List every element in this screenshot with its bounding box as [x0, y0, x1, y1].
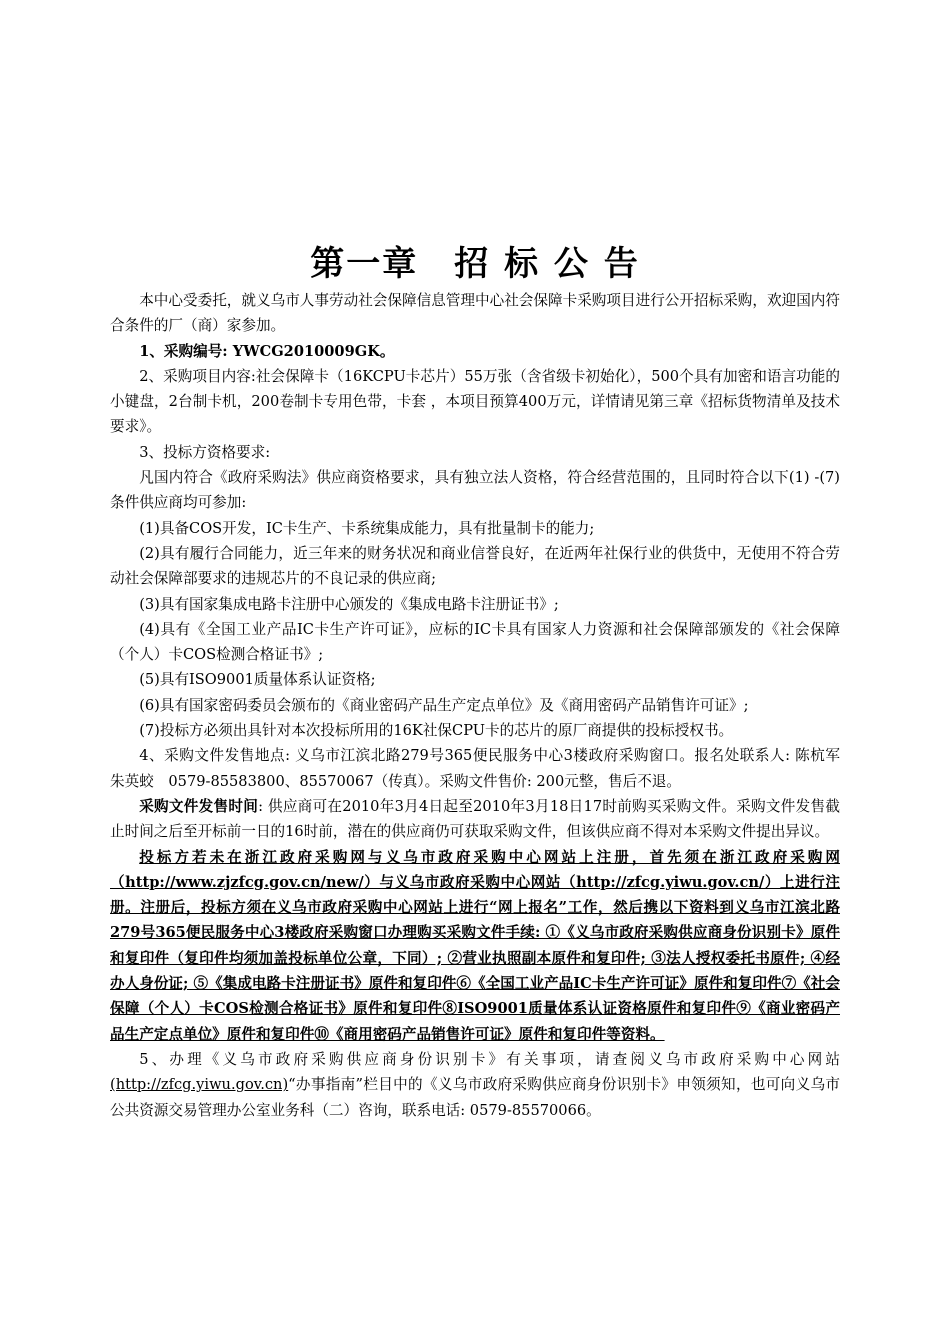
intro-paragraph: 本中心受委托，就义乌市人事劳动社会保障信息管理中心社会保障卡采购项目进行公开招标采购，欢迎国内符合条件的厂（商）家参加。 [110, 292, 840, 335]
requirement-1: (1)具备COS开发，IC卡生产、卡系统集成能力，具有批量制卡的能力; [139, 519, 595, 537]
sale-time-label: 采购文件发售时间 [139, 797, 259, 815]
requirement-2: (2)具有履行合同能力，近三年来的财务状况和商业信誉良好，在近两年社保行业的供货中，无使用不符合劳动社会保障部要求的违规芯片的不良记录的供应商; [110, 544, 840, 588]
chapter-title: 第一章 招 标 公 告 [310, 244, 640, 284]
registration-notice: 投标方若未在浙江政府采购网与义乌市政府采购中心网站上注册，首先须在浙江政府采购网（http://www.zjzfcg.gov.cn/new/）与义乌市政府采购中心网站（http://zfcg.yiwu.gov.cn/）上进行注册。注册后，投标方须在义乌市政府采购中心网站上进行“网上报名”工作，然后携以下资料到义乌市江滨北路279号365便民服务中心3楼政府采购窗口办理购买采购文件手续: ①《义乌市政府采购供应商身份识别卡》原件和复印件（复印件均须加盖投标单位公章，下同）; ②营业执照副本原件和复印件; ③法人授权委托书原件; ④经办人身份证; ⑤《集成电路卡注册证书》原件和复印件⑥《全国工业产品IC卡生产许可证》原件和复印件⑦《社会保障（个人）卡COS检测合格证书》原件和复印件⑧ISO9001质量体系认证资格原件和复印件⑨《商业密码产品生产定点单位》原件和复印件⑩《商用密码产品销售许可证》原件和复印件等资料。 [110, 848, 840, 1043]
sale-location: 4、采购文件发售地点: 义乌市江滨北路279号365便民服务中心3楼政府采购窗口。报名处联系人: 陈杭军 朱英蛟 0579-85583800、85570067（传真）。采购文件售价: 200元整，售后不退。 [110, 747, 855, 790]
id-card-text-start: 5、办理《义乌市政府采购供应商身份识别卡》有关事项，请查阅义乌市政府采购中心网站 [139, 1050, 840, 1068]
qualification-intro: 凡国内符合《政府采购法》供应商资格要求，具有独立法人资格，符合经营范围的，且同时符合以下(1) -(7)条件供应商均可参加: [110, 469, 840, 512]
sale-time-paragraph [110, 794, 840, 845]
requirement-4: (4)具有《全国工业产品IC卡生产许可证》，应标的IC卡具有国家人力资源和社会保障部颁发的《社会保障（个人）卡COS检测合格证书》; [110, 620, 840, 664]
requirement-3: (3)具有国家集成电路卡注册中心颁发的《集成电路卡注册证书》; [139, 595, 559, 613]
document-body [110, 288, 855, 1123]
sale-time-text: : 供应商可在2010年3月4日起至2010年3月18日17时前购买采购文件。采购文件发售截止时间之后至开标前一日的16时前，潜在的供应商仍可获取采购文件，但该供应商不得对本采购文件提出异议。 [110, 797, 840, 841]
zfcg-website-link[interactable]: (http://zfcg.yiwu.gov.cn) [110, 1076, 289, 1094]
requirement-6: (6)具有国家密码委员会颁布的《商业密码产品生产定点单位》及《商用密码产品销售许可证》; [139, 696, 749, 714]
id-card-paragraph [110, 1047, 840, 1123]
id-card-text-end: “办事指南”栏目中的《义乌市政府采购供应商身份识别卡》申领须知，也可向义乌市公共资源交易管理办公室业务科（二）咨询，联系电话: 0579-85570066。 [110, 1076, 840, 1119]
procurement-number: 1、采购编号: YWCG2010009GK。 [139, 342, 395, 360]
qualification-heading: 3、投标方资格要求: [139, 443, 271, 461]
requirement-7: (7)投标方必须出具针对本次投标所用的16K社保CPU卡的芯片的原厂商提供的投标授权书。 [139, 722, 734, 740]
requirement-5: (5)具有ISO9001质量体系认证资格; [139, 671, 376, 689]
procurement-content: 2、采购项目内容:社会保障卡（16KCPU卡芯片）55万张（含省级卡初始化），500个具有加密和语言功能的小键盘，2台制卡机，200卷制卡专用色带，卡套 ，本项目预算400万元，详情请见第三章《招标货物清单及技术要求》。 [110, 367, 840, 436]
